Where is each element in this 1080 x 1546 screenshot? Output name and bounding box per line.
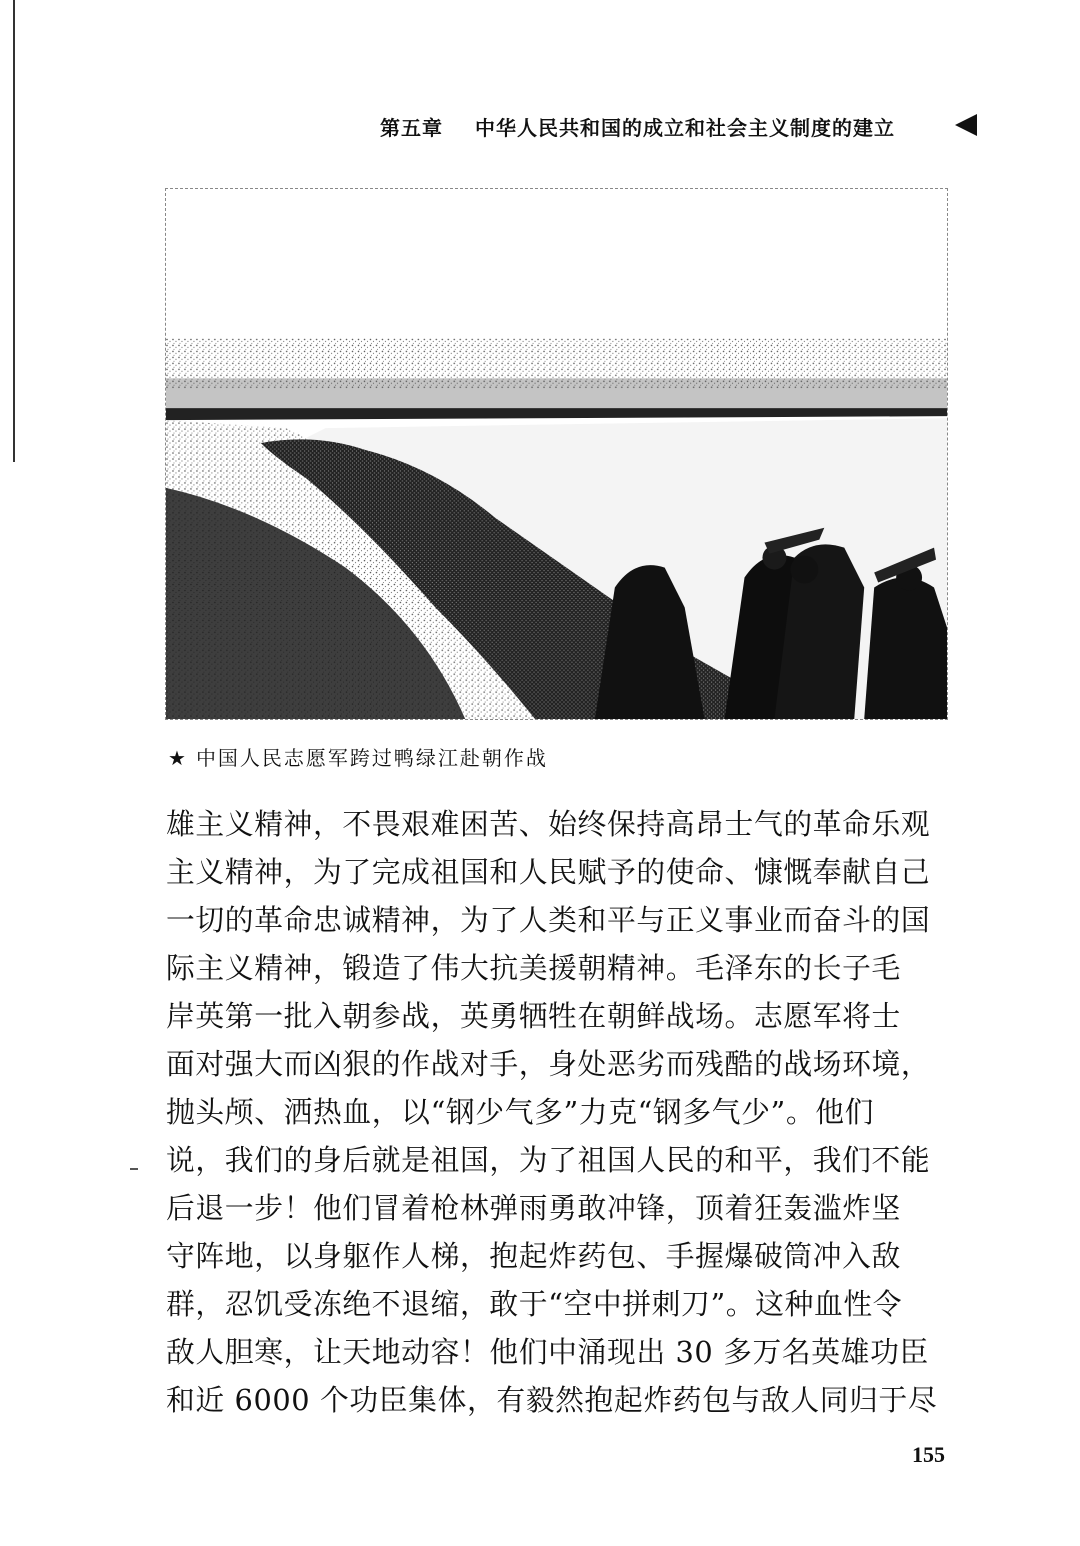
text-line: 守阵地，以身躯作人梯，抱起炸药包、手握爆破筒冲入敌 — [166, 1239, 901, 1273]
caption-text: 中国人民志愿军跨过鸭绿江赴朝作战 — [195, 746, 548, 770]
text-line: 主义精神，为了完成祖国和人民赋予的使命、慷慨奉献自己 — [166, 855, 931, 889]
text-line: 际主义精神，锻造了伟大抗美援朝精神。毛泽东的长子毛 — [166, 951, 901, 985]
star-icon: ★ — [168, 746, 188, 770]
running-header — [380, 112, 980, 142]
text-line: 面对强大而凶狠的作战对手，身处恶劣而残酷的战场环境， — [166, 1047, 931, 1081]
text-line: 抛头颅、洒热血，以“钢少气多”力克“钢多气少”。他们 — [166, 1095, 875, 1129]
chapter-title: 中华人民共和国的成立和社会主义制度的建立 — [474, 116, 895, 140]
text-line: 敌人胆寒，让天地动容！他们中涌现出 30 多万名英雄功臣 — [166, 1335, 929, 1369]
text-line: 和近 6000 个功臣集体，有毅然抱起炸药包与敌人同归于尽 — [166, 1383, 938, 1417]
page-edge-line — [13, 0, 15, 462]
chapter-label: 第五章 — [380, 116, 443, 140]
body-paragraph — [166, 800, 956, 1424]
text-line: 岸英第一批入朝参战，英勇牺牲在朝鲜战场。志愿军将士 — [166, 999, 901, 1033]
photo-caption — [168, 742, 548, 771]
text-line: 说，我们的身后就是祖国，为了祖国人民的和平，我们不能 — [166, 1143, 931, 1177]
scan-artifact-mark — [130, 1168, 138, 1170]
text-line: 后退一步！他们冒着枪林弹雨勇敢冲锋，顶着狂轰滥炸坚 — [166, 1191, 901, 1225]
header-triangle-icon — [955, 114, 977, 136]
text-line: 一切的革命忠诚精神，为了人类和平与正义事业而奋斗的国 — [166, 903, 931, 937]
river-crossing-photo — [165, 188, 948, 720]
text-line: 群，忍饥受冻绝不退缩，敢于“空中拼刺刀”。这种血性令 — [166, 1287, 903, 1321]
page-number: 155 — [912, 1442, 945, 1467]
text-line: 雄主义精神，不畏艰难困苦、始终保持高昂士气的革命乐观 — [166, 807, 931, 841]
photo-illustration — [166, 189, 947, 719]
